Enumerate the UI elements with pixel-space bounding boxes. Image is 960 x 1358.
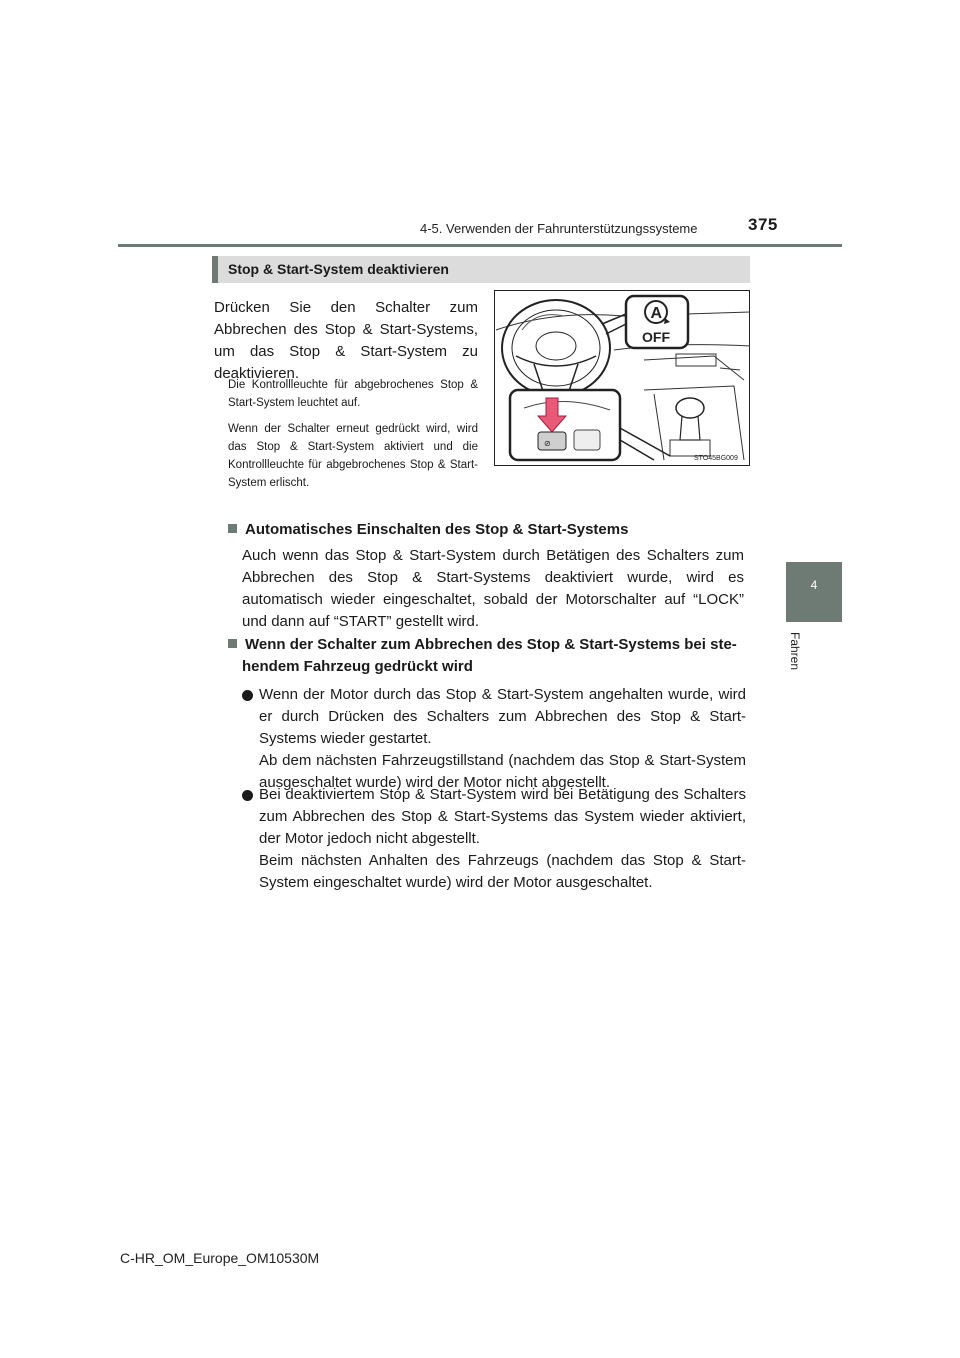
bullet-text: Wenn der Motor durch das Stop & Start-System angehalten wurde, wird er durch Drücken des Schalters zum Abbrechen des Stop & Start-Systems wieder gestartet. [259,686,746,747]
list-item [242,684,746,794]
indicator-off-text: OFF [642,329,670,345]
section-bar-accent [212,256,218,283]
bullet-icon [242,690,253,701]
intro-note-2: Wenn der Schalter erneut gedrückt wird, wird das Stop & Start-System aktiviert und die Kontrollleuchte für abgebrochenes Stop & Start-System erlischt. [228,423,478,489]
bullet-subtext: Beim nächsten Anhalten des Fahrzeugs (nachdem das Stop & Start-System eingeschaltet wurde) wird der Motor ausgeschaltet. [259,852,746,891]
indicator-letter: A [650,305,663,322]
square-bullet-icon [228,524,237,533]
dashboard-illustration [494,290,750,466]
chapter-tab [786,562,842,622]
chapter-tab-number: 4 [810,578,818,592]
section-1-heading-text: Automatisches Einschalten des Stop & Start-Systems [245,521,629,538]
section-1-body: Auch wenn das Stop & Start-System durch Betätigen des Schalters zum Abbrechen des Stop & Start-Systems deaktiviert wurde, wird es automatisch wieder eingeschaltet, sobald der Motorschalter auf “LOCK” und dann auf “START” gestellt wird. [242,547,744,630]
section-2-heading-line1: Wenn der Schalter zum Abbrechen des Stop & Start-Systems bei ste- [245,636,737,653]
section-2-heading-line2: hendem Fahrzeug gedrückt wird [242,658,473,675]
off-indicator-callout [626,296,688,348]
header-rule [118,244,842,247]
bullet-text: Bei deaktiviertem Stop & Start-System wird bei Betätigung des Schalters zum Abbrechen des Stop & Start-Systems das System wieder aktiviert, der Motor jedoch nicht abgestellt. [259,786,746,847]
switch-callout [510,390,620,460]
bullet-icon [242,790,253,801]
section-1-heading [228,519,628,541]
svg-text:⊘: ⊘ [544,439,551,448]
figure-code: STO45BG009 [694,455,738,462]
page-number: 375 [748,215,778,234]
bullet-subtext: Ab dem nächsten Fahrzeugstillstand (nachdem das Stop & Start-System ausgeschaltet wurde) wird der Motor nicht abgestellt. [259,752,746,791]
footer-document-code: C-HR_OM_Europe_OM10530M [120,1250,320,1266]
section-title-bar [212,256,750,283]
section-2-heading [228,634,744,678]
chapter-header: 4-5. Verwenden der Fahrunterstützungssysteme [420,221,698,236]
section-title: Stop & Start-System deaktivieren [228,261,449,277]
intro-text: Drücken Sie den Schalter zum Abbrechen des Stop & Start-Systems, um das Stop & Start-System zu deaktivieren. [214,299,478,382]
intro-note-1: Die Kontrollleuchte für abgebrochenes Stop & Start-System leuchtet auf. [228,379,478,409]
square-bullet-icon [228,639,237,648]
chapter-tab-label: Fahren [788,632,802,671]
list-item [242,784,746,894]
